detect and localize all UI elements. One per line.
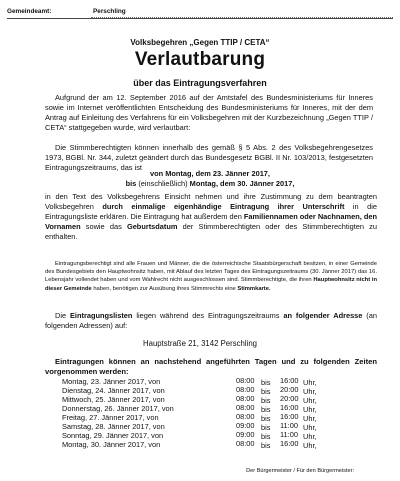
page-title: Verlautbarung <box>134 49 266 70</box>
municipality-header <box>7 6 393 19</box>
schedule-row <box>62 386 362 395</box>
schedule-from: 09:00 <box>236 421 255 430</box>
schedule-uhr: Uhr, <box>303 378 317 387</box>
schedule-uhr: Uhr, <box>303 423 317 432</box>
intro-text-1: Aufgrund der am 12. September 2016 auf der Amtstafel des Bundesministeriums für Inneres sowie im Internet veröffentlichten Entscheidung des Bundesministeriums für Inneres, mit der dem Antrag auf Einleitung des Verfahrens für ein Volksbegehren mit der Kurzbezeichnung <box>45 93 373 122</box>
eligibility-paragraph: Die Stimmberechtigten können innerhalb des gemäß § 5 Abs. 2 des Volksbegehrengesetzes 1973, BGBl. Nr. 344, zuletzt geändert durch das Bundesgesetz BGBl. II Nr. 103/2013, festgesetzten Eintragungszeitraums, das ist <box>45 143 373 172</box>
schedule-from: 08:00 <box>236 403 255 412</box>
schedule-to: 20:00 <box>280 385 299 394</box>
schedule-bis: bis <box>261 441 271 450</box>
schedule-from: 09:00 <box>236 430 255 439</box>
signature-line: Der Bürgermeister / Für den Bürgermeister: <box>246 468 354 474</box>
schedule-from: 08:00 <box>236 385 255 394</box>
signature-instructions <box>45 192 377 242</box>
schedule-bis: bis <box>261 396 271 405</box>
schedule-from: 08:00 <box>236 394 255 403</box>
small-bold-2: Stimmkarte. <box>237 285 271 292</box>
schedule-table <box>62 377 362 449</box>
location-paragraph <box>45 311 377 331</box>
loc-bold-1: Eintragungslisten <box>70 311 133 320</box>
schedule-day: Montag, 30. Jänner 2017, von <box>62 440 161 449</box>
eligibility-small-print <box>45 260 377 293</box>
schedule-to: 20:00 <box>280 394 299 403</box>
instr-text-3: sowie das <box>80 222 127 231</box>
loc-text-3: (an folgenden Adressen) auf: <box>45 311 377 330</box>
schedule-row <box>62 440 362 449</box>
loc-text-1: Die <box>55 311 70 320</box>
schedule-intro: Eintragungen können an nachstehend angeführten Tagen und zu folgenden Zeiten vorgenommen werden: <box>45 357 377 376</box>
schedule-from: 08:00 <box>236 376 255 385</box>
loc-bold-2: an folgender Adresse <box>283 311 363 320</box>
schedule-day: Samstag, 28. Jänner 2017, von <box>62 422 165 431</box>
instr-text-4: der Stimmberechtigten oder des Stimmberechtigten zu enthalten. <box>45 222 377 241</box>
schedule-bis: bis <box>261 432 271 441</box>
intro-paragraph <box>45 93 373 133</box>
schedule-row <box>62 422 362 431</box>
period-bis: bis <box>125 179 137 188</box>
schedule-row <box>62 413 362 422</box>
schedule-uhr: Uhr, <box>303 432 317 441</box>
schedule-bis: bis <box>261 405 271 414</box>
instr-bold-3: Geburtsdatum <box>126 222 178 231</box>
period-start: von Montag, dem 23. Jänner 2017, <box>150 169 270 178</box>
instr-text-1: in den Text des Volksbegehrens Einsicht nehmen und ihre Zustimmung zu dem beantragten Volksbegehren <box>45 192 377 211</box>
registration-address: Hauptstraße 21, 3142 Perschling <box>143 339 257 348</box>
schedule-day: Freitag, 27. Jänner 2017, von <box>62 413 159 422</box>
schedule-bis: bis <box>261 423 271 432</box>
schedule-uhr: Uhr, <box>303 414 317 423</box>
period-inclusive: (einschließlich) <box>136 179 190 188</box>
schedule-to: 16:00 <box>280 403 299 412</box>
municipality-label: Gemeindeamt: <box>7 8 52 15</box>
schedule-bis: bis <box>261 378 271 387</box>
schedule-uhr: Uhr, <box>303 396 317 405</box>
intro-quoted-name: „Gegen TTIP / CETA“ <box>45 113 373 132</box>
small-bold-1: Hauptwohnsitz nicht in dieser Gemeinde <box>45 277 377 292</box>
small-text-2: haben, benötigen zur Ausübung ihres Stimmrechts eine <box>91 285 238 292</box>
period-end-date: Montag, dem 30. Jänner 2017, <box>189 179 295 188</box>
small-text-1: Eintragungsberechtigt sind alle Frauen und Männer, die die österreichische Staatsbürgerschaft besitzen, in einer Gemeinde des Bundesgebiets den Hauptwohnsitz haben, mit Ablauf des letzten Tages des Eintragungszeitraums (30. Jänner 2017) das 16. Lebensjahr vollendet haben und vom Wahlrecht nicht ausgeschlossen sind. Stimmberechtigte, die ihren <box>45 261 377 284</box>
schedule-to: 16:00 <box>280 439 299 448</box>
schedule-day: Montag, 23. Jänner 2017, von <box>62 377 161 386</box>
schedule-uhr: Uhr, <box>303 387 317 396</box>
schedule-row <box>62 395 362 404</box>
schedule-uhr: Uhr, <box>303 441 317 450</box>
instr-text-2: in die Eintragungsliste erklären. Die Eintragung hat außerdem den <box>45 202 377 221</box>
schedule-day: Donnerstag, 26. Jänner 2017, von <box>62 404 174 413</box>
registration-period <box>40 169 380 189</box>
page-subtitle: über das Eintragungsverfahren <box>133 78 267 88</box>
header-dotted-line <box>91 17 393 18</box>
schedule-from: 08:00 <box>236 439 255 448</box>
schedule-to: 11:00 <box>280 430 298 439</box>
schedule-to: 11:00 <box>280 421 298 430</box>
schedule-row <box>62 404 362 413</box>
schedule-day: Dienstag, 24. Jänner 2017, von <box>62 386 165 395</box>
petition-name: Volksbegehren „Gegen TTIP / CETA“ <box>130 38 270 47</box>
schedule-row <box>62 377 362 386</box>
schedule-day: Mittwoch, 25. Jänner 2017, von <box>62 395 165 404</box>
period-end <box>40 179 380 189</box>
schedule-to: 16:00 <box>280 412 299 421</box>
intro-text-2: stattgegeben wurde, wird verlautbart: <box>66 123 191 132</box>
schedule-bis: bis <box>261 414 271 423</box>
municipality-name: Perschling <box>93 8 126 15</box>
schedule-uhr: Uhr, <box>303 405 317 414</box>
schedule-to: 16:00 <box>280 376 299 385</box>
loc-text-2: liegen während des Eintragungszeitraums <box>132 311 284 320</box>
instr-bold-1: durch einmalige eigenhändige Eintragung ihrer Unterschrift <box>102 202 345 211</box>
schedule-from: 08:00 <box>236 412 255 421</box>
schedule-row <box>62 431 362 440</box>
schedule-day: Sonntag, 29. Jänner 2017, von <box>62 431 164 440</box>
schedule-bis: bis <box>261 387 271 396</box>
instr-bold-2: Familiennamen oder Nachnamen, den Vornamen <box>45 212 377 231</box>
